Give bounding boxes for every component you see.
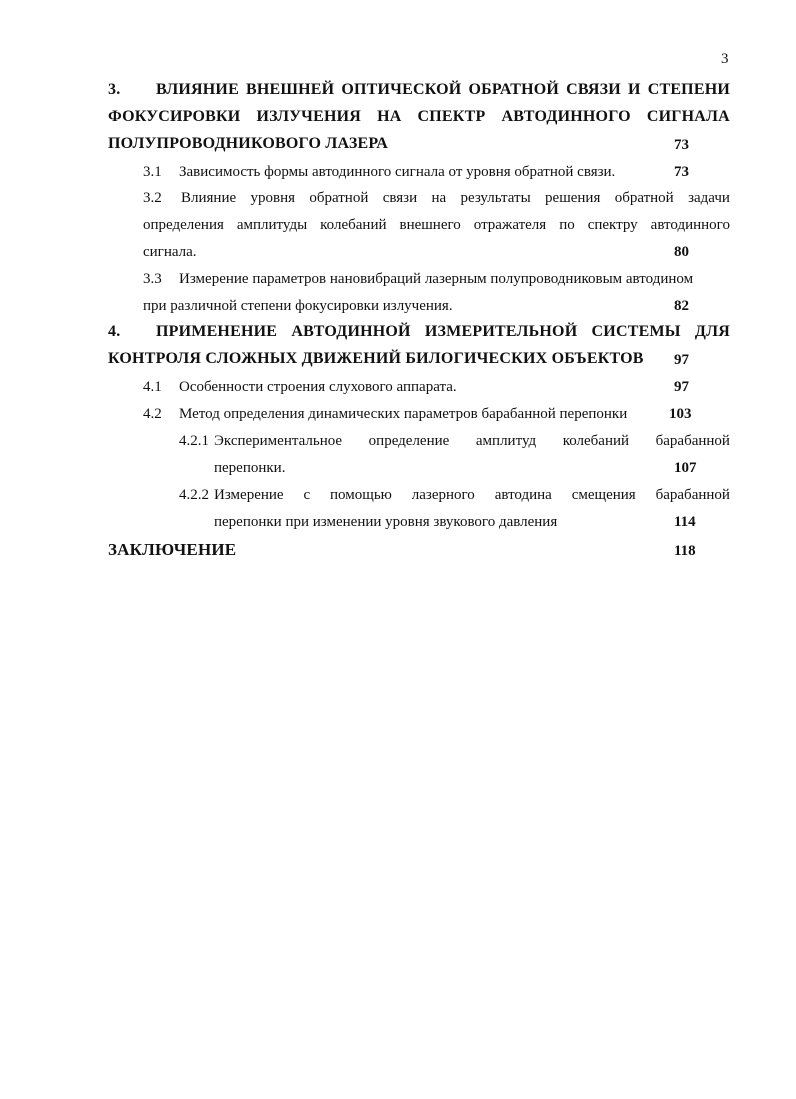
toc-section-3-title-line-1 [156, 81, 730, 99]
toc-section-3-number: 3. [108, 81, 121, 98]
toc-conclusion-title: ЗАКЛЮЧЕНИЕ [108, 540, 237, 559]
toc-3-2-number: 3.2 [143, 190, 162, 206]
toc-3-3-number: 3.3 [143, 271, 162, 287]
word: ФОКУСИРОВКИ [108, 108, 241, 125]
toc-4-2-1-page: 107 [674, 460, 697, 476]
word: с [303, 487, 311, 503]
word: автодинного [650, 217, 730, 233]
toc-3-1-title: Зависимость формы автодинного сигнала от уровня обратной связи. [179, 164, 616, 180]
toc-4-2-1-line-1 [214, 432, 730, 450]
toc-section-4-number: 4. [108, 323, 121, 340]
word: решения [545, 190, 601, 206]
toc-section-4-page: 97 [674, 352, 689, 368]
word: ВНЕШНЕЙ [246, 81, 335, 98]
toc-4-2-2-line-1 [214, 486, 730, 504]
toc-4-2-2-number: 4.2.2 [179, 487, 209, 503]
toc-4-2-title: Метод определения динамических параметров барабанной перепонки [179, 406, 628, 422]
toc-3-3-line-1: Измерение параметров нановибраций лазерным полупроводниковым автодином [179, 271, 694, 287]
toc-4-2-page: 103 [669, 406, 692, 422]
toc-4-2-1-number: 4.2.1 [179, 433, 209, 449]
word: барабанной [655, 433, 730, 449]
word: ИЗЛУЧЕНИЯ [256, 108, 362, 125]
word: определение [368, 433, 450, 449]
toc-3-1-page: 73 [674, 164, 689, 180]
toc-4-2-2-page: 114 [674, 514, 696, 530]
toc-3-2-page: 80 [674, 244, 689, 260]
word: внешнего [399, 217, 461, 233]
word: И [627, 81, 641, 98]
toc-3-1-number: 3.1 [143, 164, 162, 180]
word: автодина [494, 487, 552, 503]
word: по [559, 217, 575, 233]
toc-section-3-title-line-3: ПОЛУПРОВОДНИКОВОГО ЛАЗЕРА [108, 135, 389, 152]
word: смещения [571, 487, 636, 503]
page-number: 3 [721, 51, 729, 67]
toc-conclusion-page: 118 [674, 543, 696, 559]
toc-4-2-number: 4.2 [143, 406, 162, 422]
toc-section-4-title-line-2: КОНТРОЛЯ СЛОЖНЫХ ДВИЖЕНИЙ БИЛОГИЧЕСКИХ ОБЪЕКТОВ [108, 350, 644, 367]
word: определения [143, 217, 224, 233]
toc-3-3-line-2: при различной степени фокусировки излучения. [143, 298, 453, 314]
toc-3-2-line-3: сигнала. [143, 244, 197, 260]
toc-4-1-page: 97 [674, 379, 689, 395]
word: барабанной [655, 487, 730, 503]
toc-3-3-page: 82 [674, 298, 689, 314]
word: НА [377, 108, 402, 125]
word: отражателя [473, 217, 547, 233]
word: задачи [688, 190, 730, 206]
word: СПЕКТР [417, 108, 486, 125]
word: амплитуд [475, 433, 537, 449]
word: ВЛИЯНИЕ [156, 81, 239, 98]
toc-section-3-page: 73 [674, 137, 689, 153]
word: СИГНАЛА [646, 108, 730, 125]
word: Экспериментальное [214, 433, 343, 449]
word: обратной [614, 190, 674, 206]
word: ДЛЯ [694, 323, 730, 340]
word: спектру [587, 217, 638, 233]
toc-4-1-title: Особенности строения слухового аппарата. [179, 379, 457, 395]
word: связи [382, 190, 418, 206]
toc-section-4-title-line-1 [156, 323, 730, 341]
word: помощью [330, 487, 392, 503]
toc-section-3-title-line-2 [108, 108, 730, 126]
toc-3-2-line-2 [143, 216, 730, 234]
word: результаты [460, 190, 531, 206]
word: Измерение [214, 487, 284, 503]
toc-4-1-number: 4.1 [143, 379, 162, 395]
word: ОПТИЧЕСКОЙ [341, 81, 462, 98]
toc-4-2-2-line-2: перепонки при изменении уровня звукового давления [214, 514, 558, 530]
word: АВТОДИННОЙ [291, 323, 411, 340]
word: Влияние [181, 190, 237, 206]
word: ОБРАТНОЙ [468, 81, 560, 98]
word: АВТОДИННОГО [501, 108, 631, 125]
word: колебаний [320, 217, 387, 233]
word: обратной [309, 190, 369, 206]
word: СВЯЗИ [566, 81, 621, 98]
word: СИСТЕМЫ [591, 323, 681, 340]
word: колебаний [562, 433, 630, 449]
word: на [431, 190, 447, 206]
word: ИЗМЕРИТЕЛЬНОЙ [424, 323, 578, 340]
word: СТЕПЕНИ [647, 81, 730, 98]
word: ПРИМЕНЕНИЕ [156, 323, 278, 340]
toc-4-2-1-line-2: перепонки. [214, 460, 286, 476]
word: лазерного [411, 487, 475, 503]
word: уровня [250, 190, 295, 206]
toc-3-2-line-1 [181, 189, 730, 207]
word: амплитуды [236, 217, 308, 233]
